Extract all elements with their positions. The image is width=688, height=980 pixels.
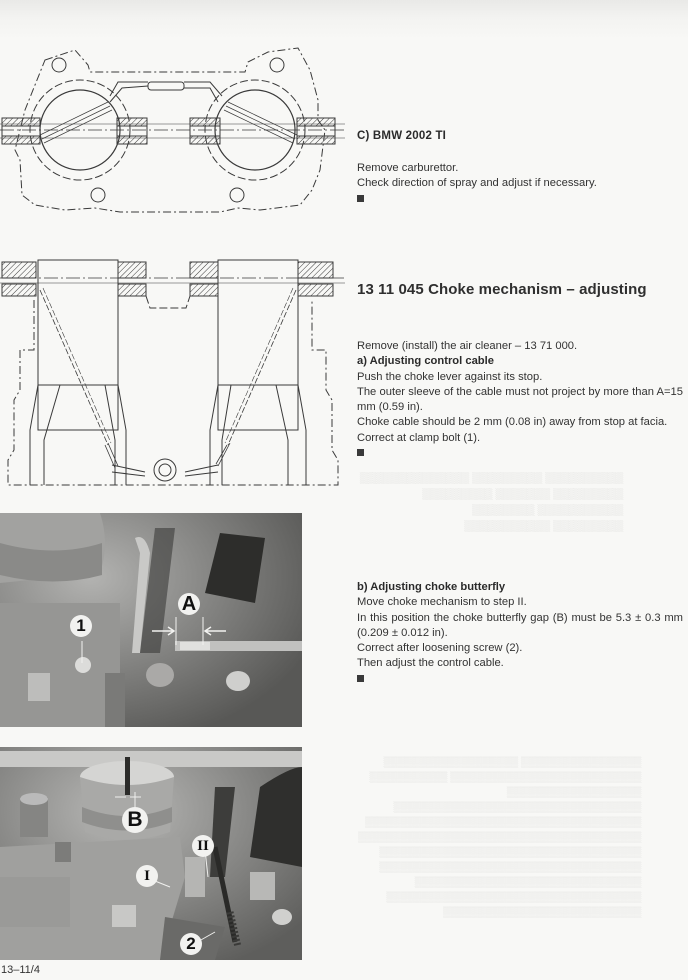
part-a-line: Choke cable should be 2 mm (0.08 in) away from stop at facia. [357,416,668,429]
part-b-line: Correct after loosening screw (2). [357,642,523,655]
choke-part-b [357,580,683,687]
part-b-line: In this position the choke butterfly gap (B) must be 5.3 ± 0.3 mm (0.209 ± 0.012 in). [357,611,683,639]
section-c-heading: C) BMW 2002 TI [357,130,447,142]
choke-part-a [357,339,683,461]
show-through-texture: ▒▒▒▒▒▒▒▒▒▒▒▒▒▒▒▒▒ ▒▒▒▒▒▒▒▒▒▒▒▒▒▒▒▒▒▒▒ ▒▒▒▒▒▒▒▒▒▒▒▒▒▒▒▒▒▒▒▒▒▒▒▒▒▒▒ ▒▒▒▒▒▒▒▒▒▒▒ ▒▒▒▒▒▒▒▒▒▒▒▒▒▒▒▒▒▒▒ ▒▒▒▒▒▒▒▒▒▒▒▒▒▒▒▒▒▒▒▒▒▒▒▒▒▒▒▒▒▒▒▒▒▒▒ ▒▒▒▒▒▒▒▒▒▒▒▒▒▒▒▒▒▒▒▒▒▒▒▒▒▒▒▒▒▒▒▒▒▒▒▒▒▒▒ ▒▒▒▒▒▒▒▒▒▒▒▒▒▒▒▒▒▒▒▒▒▒▒▒▒▒▒▒▒▒▒▒▒▒▒▒▒▒▒▒ ▒▒▒▒▒▒▒▒▒▒▒▒▒▒▒▒▒▒▒▒▒▒▒▒▒▒▒▒▒▒▒▒▒▒▒▒▒ ▒▒▒▒▒▒▒▒▒▒▒▒▒▒▒▒▒▒▒▒▒▒▒▒▒▒▒▒▒▒▒▒▒▒▒▒▒ ▒▒▒▒▒▒▒▒▒▒▒▒▒▒▒▒▒▒▒▒▒▒▒▒▒▒▒▒▒▒▒▒ ▒▒▒▒▒▒▒▒▒▒▒▒▒▒▒▒▒▒▒▒▒▒▒▒▒▒▒▒▒▒▒▒▒▒▒▒ ▒▒▒▒▒▒▒▒▒▒▒▒▒▒▒▒▒▒▒▒▒▒▒▒▒▒▒▒ [358,757,642,918]
part-b-subheading: b) Adjusting choke butterfly [357,581,506,593]
photo-choke-butterfly [0,747,302,960]
show-through-texture: ▒▒▒▒▒▒▒▒▒▒ ▒▒▒▒▒▒▒▒▒ ▒▒▒▒▒▒▒▒▒▒▒▒▒▒ ▒▒▒▒▒▒▒▒▒ ▒▒▒▒▒▒▒ ▒▒▒▒▒▒▒▒▒ ▒▒▒▒▒▒▒▒▒▒▒ ▒▒▒▒▒▒▒▒ ▒▒▒▒▒▒▒▒▒ ▒▒▒▒▒▒▒▒▒▒▒ [360,472,624,532]
part-a-line: Correct at clamp bolt (1). [357,431,481,444]
end-of-section-marker [357,675,364,682]
section-title: 13 11 045 Choke mechanism – adjusting [357,281,647,298]
callout-I: I [136,865,158,887]
photo-control-cable [0,513,302,727]
intro-line: Remove (install) the air cleaner – 13 71 000. [357,340,578,352]
callout-II: II [192,835,214,857]
end-of-section-marker [357,449,364,456]
carburettor-section-diagram [0,250,345,490]
part-a-subheading: a) Adjusting control cable [357,355,494,368]
section-c-body [357,161,683,207]
section-c-line: Check direction of spray and adjust if necessary. [357,177,597,190]
end-of-section-marker [357,195,364,202]
callout-B: B [122,807,148,833]
part-a-line: Push the choke lever against its stop. [357,370,543,383]
part-b-line: Move choke mechanism to step II. [357,596,527,609]
part-a-line: The outer sleeve of the cable must not project by more than A=15 mm (0.59 in). [357,385,683,414]
carburettor-plan-diagram [0,40,345,230]
callout-A: A [178,593,200,615]
callout-2: 2 [180,933,202,955]
callout-1: 1 [70,615,92,637]
section-c-line: Remove carburettor. [357,162,459,174]
part-b-line: Then adjust the control cable. [357,657,504,670]
page-number: 13–11/4 [1,964,40,976]
